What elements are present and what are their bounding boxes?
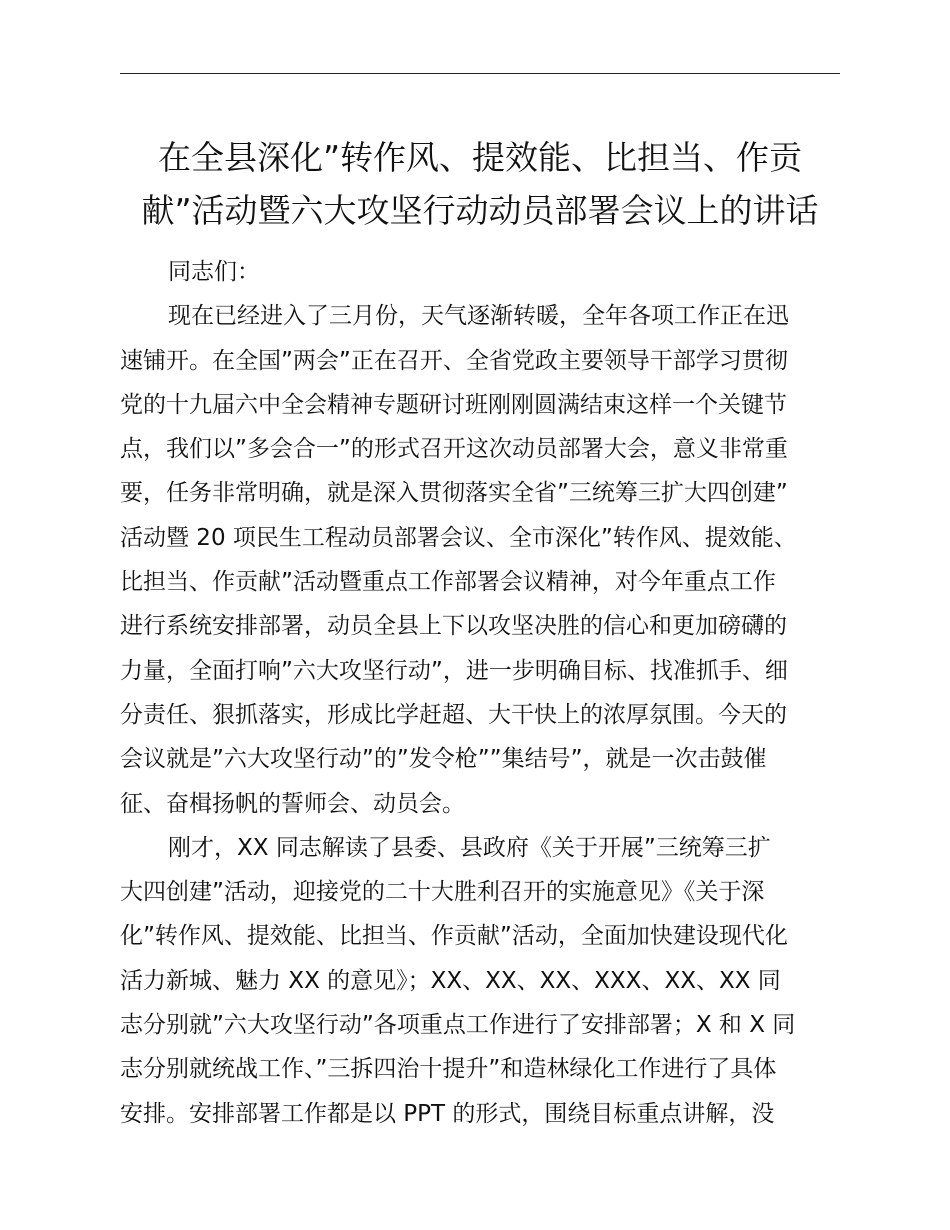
title-line-1: 在全县深化”转作风、提效能、比担当、作贡 — [157, 138, 803, 177]
salutation: 同志们： — [168, 259, 260, 285]
paragraph-1-line: 要，任务非常明确，就是深入贯彻落实全省”三统筹三扩大四创建” — [120, 480, 788, 507]
paragraph-2 — [120, 826, 840, 1136]
paragraph-2-line: 大四创建”活动，迎接党的二十大胜利召开的实施意见》《关于深 — [120, 879, 765, 906]
paragraph-1-line: 征、奋楫扬帆的誓师会、动员会。 — [120, 790, 465, 817]
paragraph-1-line: 速铺开。在全国”两会”正在召开、全省党政主要领导干部学习贯彻 — [120, 347, 788, 374]
paragraph-1 — [120, 294, 840, 826]
paragraph-1-line: 力量，全面打响”六大攻坚行动”，进一步明确目标、找准抓手、细 — [120, 657, 788, 684]
paragraph-2-line: 安排。安排部署工作都是以 PPT 的形式，围绕目标重点讲解，没 — [120, 1100, 775, 1127]
paragraph-2-line: 化”转作风、提效能、比担当、作贡献”活动，全面加快建设现代化 — [120, 923, 788, 950]
paragraph-1-line: 会议就是”六大攻坚行动”的”发令枪””集结号”，就是一次击鼓催 — [120, 746, 767, 773]
paragraph-1-line: 进行系统安排部署，动员全县上下以攻坚决胜的信心和更加磅礴的 — [120, 613, 787, 640]
header-rule — [120, 73, 840, 74]
paragraph-1-line: 活动暨 20 项民生工程动员部署会议、全市深化”转作风、提效能、 — [120, 524, 797, 551]
paragraph-1-line: 分责任、狠抓落实，形成比学赶超、大干快上的浓厚氛围。今天的 — [120, 701, 787, 728]
paragraph-2-line: 志分别就”六大攻坚行动”各项重点工作进行了安排部署；X 和 X 同 — [120, 1012, 796, 1039]
title-line-2: 献”活动暨六大攻坚行动动员部署会议上的讲话 — [141, 191, 819, 230]
paragraph-1-line: 现在已经进入了三月份，天气逐渐转暖，全年各项工作正在迅 — [168, 303, 789, 330]
paragraph-1-line: 比担当、作贡献”活动暨重点工作部署会议精神，对今年重点工作 — [120, 569, 776, 596]
speech-body — [120, 250, 840, 1136]
paragraph-1-line: 点，我们以”多会合一”的形式召开这次动员部署大会，意义非常重 — [120, 436, 788, 463]
speech-title — [120, 131, 840, 237]
paragraph-2-line: 活力新城、魅力 XX 的意见》；XX、XX、XX、XXX、XX、XX 同 — [120, 967, 781, 994]
paragraph-1-line: 党的十九届六中全会精神专题研讨班刚刚圆满结束这样一个关键节 — [120, 391, 787, 418]
paragraph-2-line: 刚才，XX 同志解读了县委、县政府《关于开展”三统筹三扩 — [168, 834, 771, 861]
paragraph-2-line: 志分别就统战工作、”三拆四治十提升”和造林绿化工作进行了具体 — [120, 1056, 777, 1083]
